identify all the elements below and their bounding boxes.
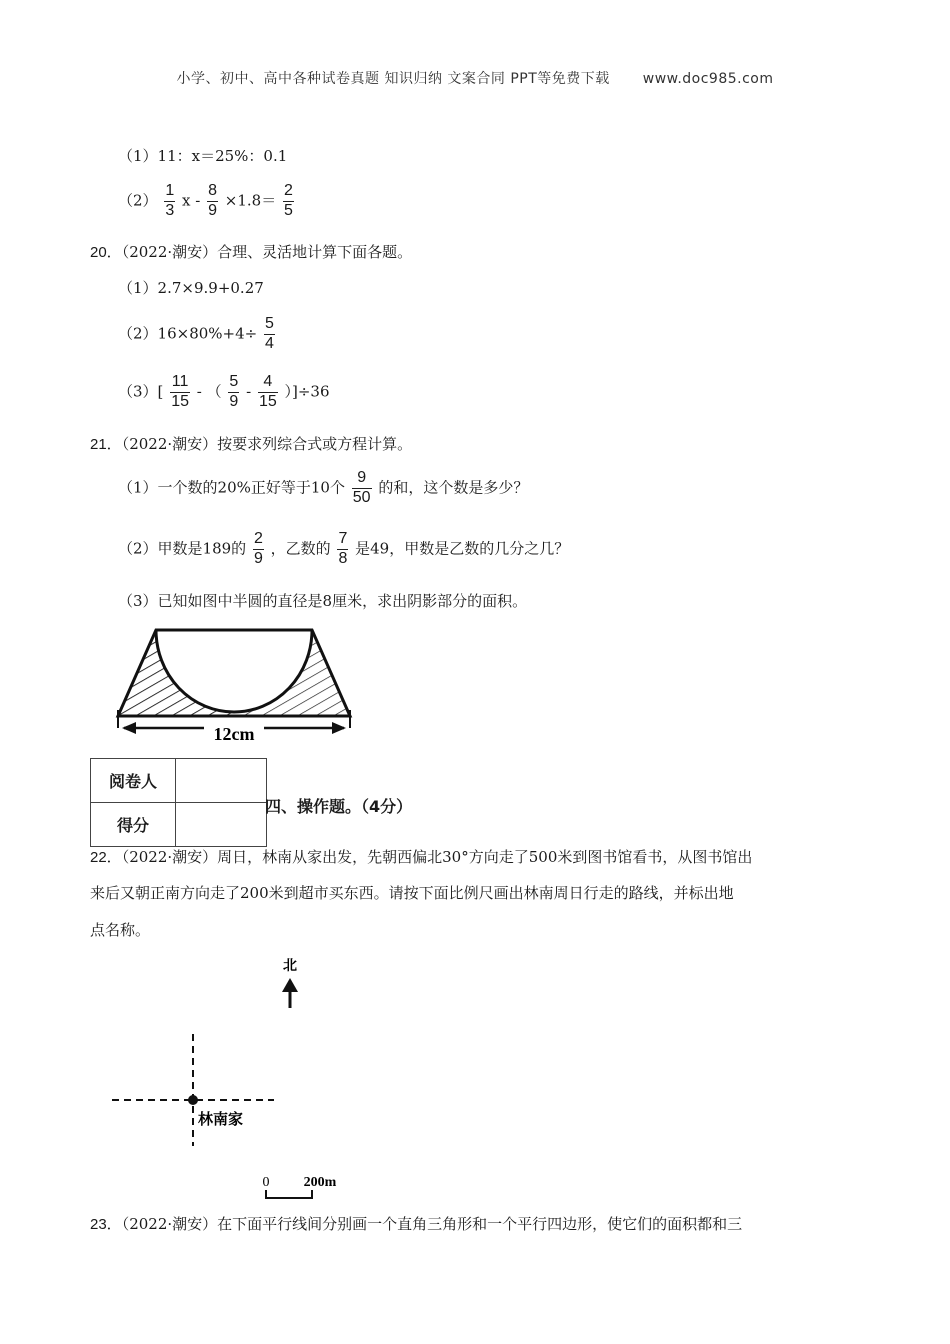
fraction: $\frac{2}{9}$	[253, 530, 263, 567]
q20-item-2	[118, 316, 277, 353]
scale-zero: 0	[262, 1175, 270, 1190]
item-tag: （2）	[118, 324, 158, 343]
expr: 16×80%+4÷	[157, 324, 258, 343]
arrow-left-icon	[122, 722, 136, 734]
home-point	[188, 1095, 198, 1105]
score-label: 得分	[91, 803, 176, 847]
expr-part: - （	[196, 382, 222, 401]
fraction: $\frac{9}{50}$	[352, 469, 371, 506]
q20-stem	[90, 245, 412, 260]
item-tag: （2）	[118, 539, 158, 558]
q21-item-3	[118, 594, 527, 609]
section-title: 四、操作题。（4分）	[265, 797, 413, 816]
fraction: $\frac{2}{5}$	[284, 182, 293, 219]
score-cell[interactable]	[176, 803, 267, 847]
fraction: $\frac{4}{15}$	[258, 373, 277, 410]
question-source: （2022·潮安）	[121, 848, 218, 866]
q19-item-2	[118, 183, 296, 220]
item-tag: （3）	[118, 592, 158, 610]
fraction: $\frac{11}{15}$	[171, 373, 189, 410]
reviewer-cell[interactable]	[176, 759, 267, 803]
q22-stem-line-3: 点名称。	[90, 921, 151, 939]
text-part: 是49，甲数是乙数的几分之几？	[355, 539, 570, 558]
item-tag: （3）	[118, 382, 158, 401]
item-tag: （1）	[118, 478, 158, 497]
text-part: 已知如图中半圆的直径是8厘米，求出阴影部分的面积。	[157, 592, 528, 610]
question-number: 20．	[90, 244, 122, 261]
q23-stem	[90, 1217, 742, 1232]
fraction: $\frac{7}{8}$	[338, 530, 348, 567]
header-site: www.doc985.com	[642, 71, 774, 87]
text-part: 一个数的20%正好等于10个	[157, 478, 345, 497]
expr-part: x -	[182, 191, 201, 210]
direction-map	[108, 950, 348, 1202]
text-part: 的和，这个数是多少？	[378, 478, 529, 497]
item-tag: （2）	[118, 191, 158, 210]
text-part: ，乙数的	[270, 539, 331, 558]
text-part: 甲数是189的	[157, 539, 247, 558]
semicircle-trapezoid-figure	[114, 624, 354, 746]
question-text: 周日，林南从家出发，先朝西偏北30°方向走了500米到图书馆看书，从图书馆出	[217, 848, 753, 866]
question-text: 在下面平行线间分别画一个直角三角形和一个平行四边形，使它们的面积都和三	[217, 1215, 743, 1233]
question-source: （2022·潮安）	[121, 243, 218, 261]
fraction: $\frac{8}{9}$	[208, 182, 217, 219]
q19-item-1	[118, 149, 287, 164]
bracket: [	[157, 382, 164, 401]
item-tag: （1）	[118, 279, 158, 297]
arrow-right-icon	[332, 722, 346, 734]
question-text: 按要求列综合式或方程计算。	[217, 435, 413, 453]
fraction: $\frac{5}{9}$	[229, 373, 239, 410]
q21-item-1	[118, 470, 528, 507]
question-source: （2022·潮安）	[121, 435, 218, 453]
question-number: 23．	[90, 1216, 122, 1233]
question-number: 21．	[90, 436, 122, 453]
q21-item-2	[118, 531, 569, 568]
q21-stem	[90, 437, 412, 452]
dimension-label: 12cm	[213, 724, 255, 744]
reviewer-label: 阅卷人	[91, 759, 176, 803]
home-label: 林南家	[198, 1110, 244, 1128]
q20-item-3	[118, 374, 330, 411]
expr-part: ）]÷36	[284, 382, 330, 401]
q22-stem-line-2: 来后又朝正南方向走了200米到超市买东西。请按下面比例尺画出林南周日行走的路线，并标出地	[90, 884, 734, 902]
expr-part: ×1.8＝	[224, 191, 277, 210]
scale-bar	[266, 1190, 312, 1198]
expr-part: -	[246, 382, 252, 401]
q19-expr-1: 11：x＝25%：0.1	[157, 147, 288, 165]
question-number: 22．	[90, 849, 122, 866]
fraction: $\frac{5}{4}$	[265, 315, 274, 352]
north-arrow-icon	[282, 978, 298, 992]
q20-item-1	[118, 281, 264, 296]
item-tag: （1）	[118, 147, 158, 165]
fraction: $\frac{1}{3}$	[165, 182, 175, 219]
score-box	[90, 758, 267, 847]
north-label: 北	[283, 958, 297, 974]
expr: 2.7×9.9+0.27	[157, 279, 264, 297]
scale-value: 200m	[303, 1175, 337, 1190]
question-text: 合理、灵活地计算下面各题。	[217, 243, 413, 261]
question-source: （2022·潮安）	[121, 1215, 218, 1233]
q22-stem-line-1	[90, 850, 752, 865]
header-text: 小学、初中、高中各种试卷真题 知识归纳 文案合同 PPT等免费下载	[176, 71, 610, 87]
page-header	[0, 68, 950, 88]
